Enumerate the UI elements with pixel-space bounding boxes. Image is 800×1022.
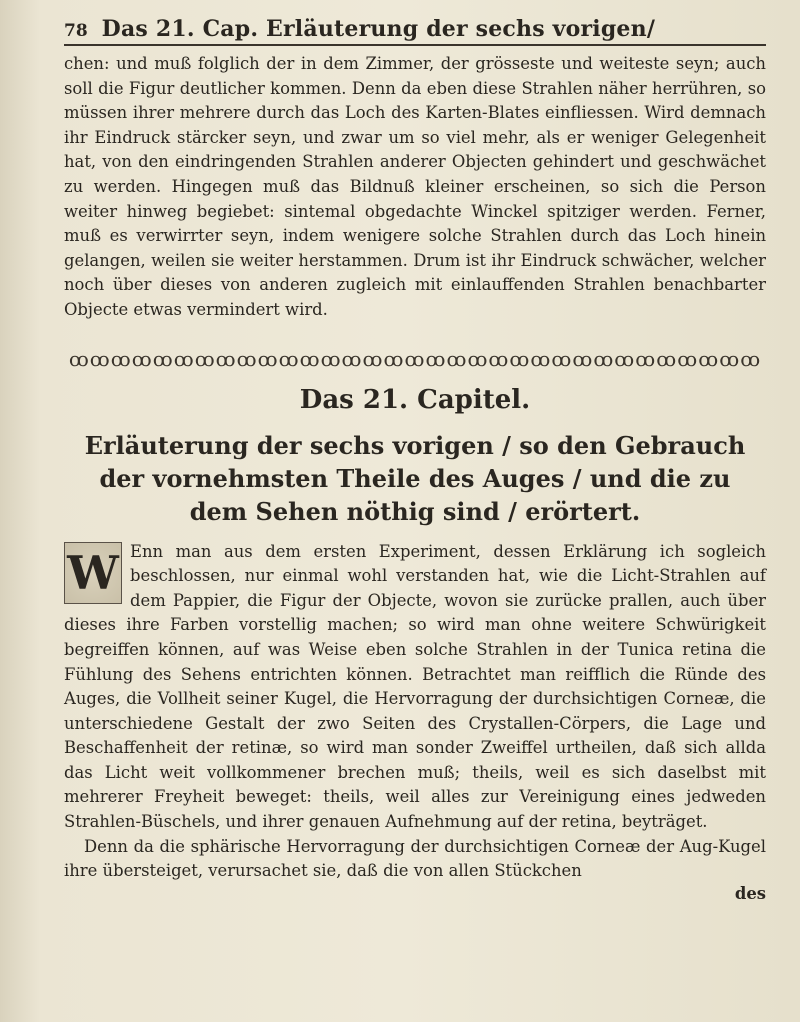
drop-cap-letter: W bbox=[67, 545, 119, 600]
paragraph-three: Denn da die sphärische Hervorragung der durchsichtigen Corneæ der Aug-Kugel ihre übersteiget, verursachet sie, daß die von allen Stückchen bbox=[64, 836, 766, 881]
decorative-rule: ꝏꝏꝏꝏꝏꝏꝏꝏꝏꝏꝏꝏꝏꝏꝏꝏꝏꝏꝏꝏꝏꝏꝏꝏꝏꝏꝏꝏꝏꝏꝏꝏꝏ bbox=[68, 346, 762, 371]
page-header bbox=[64, 16, 766, 46]
top-paragraph: chen: und muß folglich der in dem Zimmer, der grösseste und weiteste seyn; auch soll die Figur deutlicher kommen. Denn da eben diese Strahlen näher herrühren, so müssen ihrer mehrere durch das Loch des Karten-Blates einfliessen. Wird demnach ihr Eindruck stärcker seyn, und zwar um so viel mehr, als er weniger Gelegenheit hat, von den eindringenden Strahlen anderer Objecten gehindert und geschwächet zu werden. Hingegen muß das Bildnuß kleiner erscheinen, so sich die Person weiter hinweg begiebet: sintemal obgedachte Winckel spitziger werden. Ferner, muß es verwirrter seyn, indem wenigere solche Strahlen durch das Loch hinein gelangen, weilen sie weiter herstammen. Drum ist ihr Eindruck schwächer, welcher noch über dieses von anderen zugleich mit einlauffenden Strahlen benachbarter Objecte etwas vermindert wird. bbox=[64, 54, 766, 319]
page-number: 78 bbox=[64, 21, 88, 41]
chapter-body bbox=[64, 540, 766, 903]
paragraph-two: Enn man aus dem ersten Experiment, dessen Erklärung ich sogleich beschlossen, nur einmal wohl verstanden hat, wie die Licht-Strahlen auf dem Pappier, die Figur der Objecte, wovon sie zurücke prallen, auch über dieses ihre Farben vorstellig machen; so wird man ohne weitere Schwürigkeit begreiffen können, auf was Weise eben solche Strahlen in der Tunica retina die Fühlung des Sehens entrichten können. Betrachtet man reifflich die Ründe des Auges, die Vollheit seiner Kugel, die Hervorragung der durchsichtigen Corneæ, die unterschiedene Gestalt der zwo Seiten des Crystallen-Cörpers, die Lage und Beschaffenheit der retinæ, so wird man sonder Zweiffel urtheilen, daß sich allda das Licht weit vollkommener brechen muß; theils, weil es sich daselbst mit mehrerer Freyheit beweget: theils, weil alles zur Vereinigung eines jedweden Strahlen-Büschels, und ihrer genauen Aufnehmung auf der retina, beyträget. bbox=[64, 541, 766, 832]
chapter-title: Das 21. Capitel. bbox=[299, 384, 531, 415]
catchword: des bbox=[734, 883, 766, 903]
chapter-subtitle: Erläuterung der sechs vorigen / so den Gebrauch der vornehmsten Theile des Auges / und die zu dem Sehen nöthig sind / erörtert. bbox=[84, 430, 746, 526]
drop-cap bbox=[64, 542, 122, 604]
running-head: Das 21. Cap. Erläuterung der sechs vorigen/ bbox=[101, 16, 656, 42]
